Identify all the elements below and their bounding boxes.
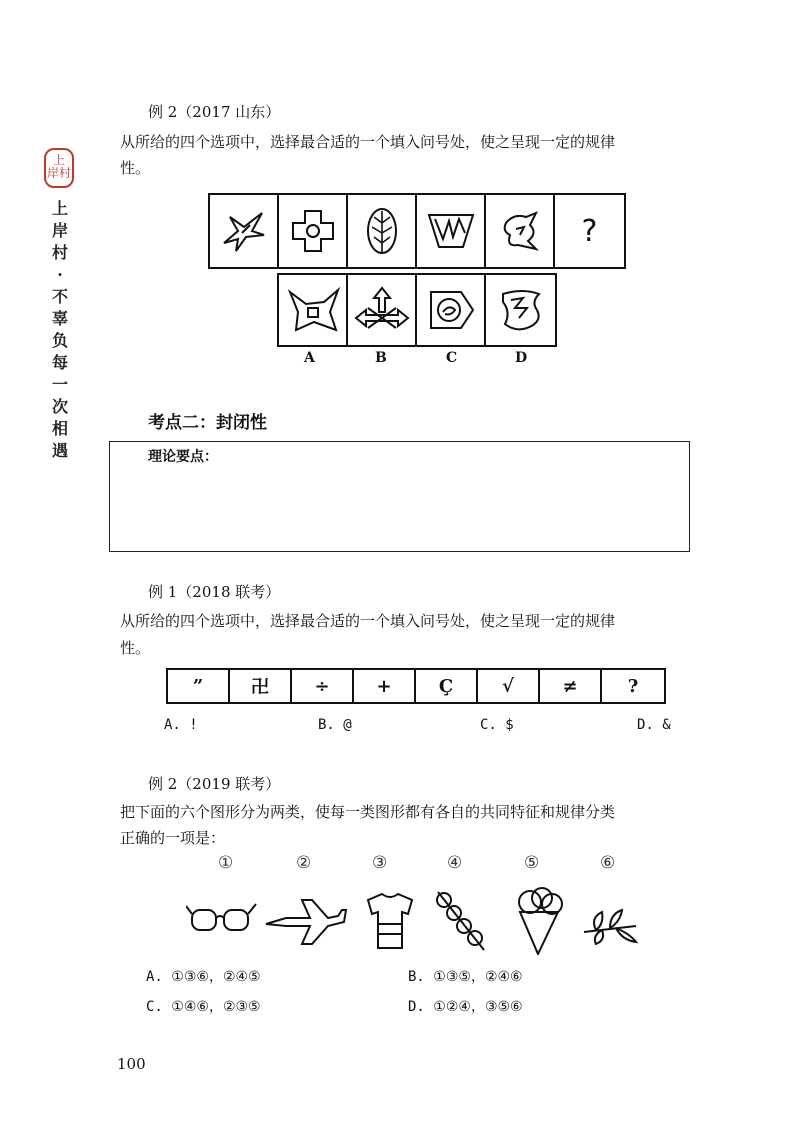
cup-shape-icon [423,203,479,259]
symbol-cell: ” [168,670,230,702]
answer-figures [277,273,557,347]
symbol-sequence [166,668,666,704]
option-label-b[interactable]: B [375,350,387,366]
brand-seal: 上 岸村 [44,148,74,188]
option-label-c[interactable]: C [446,350,458,366]
sidebar-slogan: 上 岸 村 · 不 辜 负 每 一 次 相 遇 [51,199,68,460]
example-title: 例 2（2019 联考） [148,775,281,793]
question-text: 从所给的四个选项中，选择最合适的一个填入问号处，使之呈现一定的规律 [120,612,616,630]
squiggle-icon [493,282,549,338]
ice-cream-icon [519,888,562,954]
question-text-cont: 正确的一项是： [120,829,226,847]
symbol-cell: + [354,670,416,702]
option-c[interactable]: C. $ [480,717,514,733]
question-text-cont: 性。 [120,159,151,177]
figure-cell [210,195,279,267]
option-d[interactable]: D. & [637,717,671,733]
figure-number: ② [296,853,312,873]
missing-figure-cell [555,195,624,267]
cross-shape-icon [285,203,341,259]
missing-symbol-cell: ? [627,675,639,697]
figure-cell [486,195,555,267]
option-figure-a[interactable] [279,275,348,345]
question-text: 从所给的四个选项中，选择最合适的一个填入问号处，使之呈现一定的规律 [120,133,616,151]
example-title: 例 2（2017 山东） [148,103,281,121]
figure-row [186,880,646,955]
arrows-icon [352,282,412,338]
tshirt-icon [368,894,412,948]
theory-title: 理论要点： [148,449,218,465]
figure-cell [417,195,486,267]
candied-fruit-icon [437,892,484,950]
glasses-icon [186,904,256,930]
question-mark: ? [581,213,598,249]
blob-square-icon [284,282,342,338]
page-number: 100 [117,1055,146,1073]
question-text: 把下面的六个图形分为两类，使每一类图形都有各自的共同特征和规律分类 [120,803,616,821]
figure-number: ③ [372,853,388,873]
pentagon-circle-icon [423,282,479,338]
option-a[interactable]: A. ①③⑥，②④⑤ [146,969,261,985]
option-b[interactable]: B. @ [318,717,352,733]
option-figure-b[interactable] [348,275,417,345]
example-title: 例 1（2018 联考） [148,583,281,601]
symbol-cell: Ç [416,670,478,702]
option-b[interactable]: B. ①③⑤，②④⑥ [408,969,523,985]
option-label-d[interactable]: D [515,350,528,366]
option-figure-d[interactable] [486,275,555,345]
leaf-branch-icon [584,910,636,944]
star-shape-icon [216,203,272,259]
symbol-cell: 卍 [230,670,292,702]
symbol-cell: ≠ [540,670,602,702]
section-heading: 考点二：封闭性 [148,413,267,433]
figure-cell [279,195,348,267]
figure-number: ① [218,853,234,873]
swirl-shape-icon [492,203,548,259]
option-label-a[interactable]: A [304,350,315,366]
leaf-shape-icon [354,203,410,259]
figure-number: ⑥ [600,853,616,873]
figure-number: ⑤ [524,853,540,873]
option-a[interactable]: A. ! [164,717,198,733]
figure-sequence [208,193,626,269]
figure-number: ④ [447,853,463,873]
option-d[interactable]: D. ①②④，③⑤⑥ [408,999,523,1015]
symbol-cell: ÷ [292,670,354,702]
option-c[interactable]: C. ①④⑥，②③⑤ [146,999,261,1015]
question-text-cont: 性。 [120,639,151,657]
airplane-icon [266,900,346,944]
figure-cell [348,195,417,267]
option-figure-c[interactable] [417,275,486,345]
symbol-cell: √ [478,670,540,702]
